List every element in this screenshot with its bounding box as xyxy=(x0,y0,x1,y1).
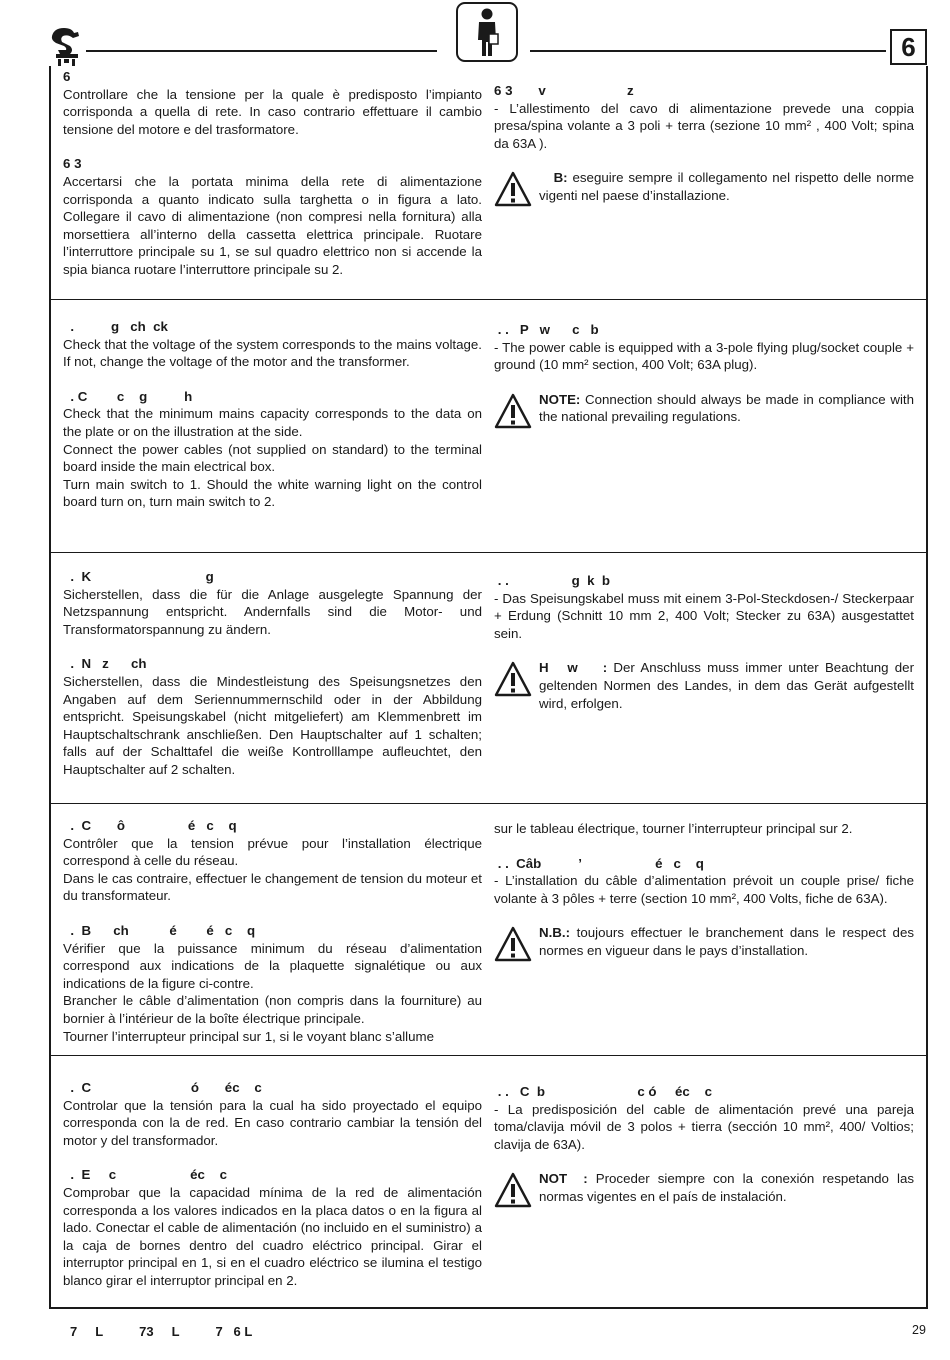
frame-left xyxy=(49,66,51,1308)
manufacturer-logo xyxy=(48,24,84,66)
subsection-heading: . B ch é é c q xyxy=(63,922,256,938)
body-paragraph: - L’installation du câble d’alimentation prévoit un couple prise/ fiche volante à 3 pôles + terre (section 10 mm², 400 Volts, fiche de 63A). xyxy=(494,873,914,906)
warning-note xyxy=(494,659,914,712)
spacer xyxy=(494,838,914,855)
frame-bottom xyxy=(49,1307,928,1309)
section-en-right xyxy=(494,321,914,427)
section-es-left xyxy=(63,1079,482,1290)
warning-icon xyxy=(494,661,532,697)
body-paragraph: - La predisposición del cable de alimentación prevé una pareja toma/clavija móvil de 3 polos + tierra (sección 10 mm², 400/ Voltios; clavija de 63A). xyxy=(494,1101,914,1152)
body-paragraph: - Das Speisungskabel muss mit einem 3-Pol-Steckdosen-/ Steckerpaar + Erdung (Schnitt 10 mm 2, 400 Volt; Stecker zu 63A) ausgestattet sein. xyxy=(494,590,914,641)
subsection-heading: . g ch ck xyxy=(63,319,168,334)
header-rule-right xyxy=(530,50,886,52)
body-paragraph: Vérifier que la puissance minimum du réseau d’alimentation correspond aux indications de la plaquette signalétique ou aux indications de la figure ci-contre. xyxy=(63,940,482,991)
spacer xyxy=(494,642,914,659)
logo-icon xyxy=(48,24,84,66)
body-paragraph: sur le tableau électrique, tourner l’interrupteur principal sur 2. xyxy=(494,821,853,836)
subsection-heading: . E c éc c xyxy=(63,1167,228,1183)
subsection-heading: . . C b c ó éc c xyxy=(494,1084,712,1099)
section-fr-right xyxy=(494,820,914,960)
warning-label: NOTE: xyxy=(539,391,581,407)
spacer xyxy=(63,371,482,388)
warning-icon xyxy=(494,1172,532,1208)
subsection-heading: 6 3 v z xyxy=(494,83,634,98)
subsection-heading: . . P w c b xyxy=(494,322,599,337)
warning-label: N.B.: xyxy=(539,925,571,941)
warning-text: Der Anschluss muss immer unter Beachtung der geltenden Normen des Landes, in dem das Gerät aufgestellt wird, erfolgen. xyxy=(539,660,914,711)
section-de-right xyxy=(494,572,914,712)
body-paragraph: Dans le cas contraire, effectuer le changement de tension du moteur et du transformateur. xyxy=(63,870,482,904)
header-rule-left xyxy=(86,50,437,52)
body-paragraph: Tourner l’interrupteur principal sur 1, si le voyant blanc s’allume xyxy=(63,1028,435,1044)
spacer xyxy=(63,638,482,655)
body-paragraph: Sicherstellen, dass die Mindestleistung des Speisungsnetzes den Angaben auf dem Seriennummernschild oder in der Abbildung entspricht. Speisungskabel (nicht mitgeliefert) am Klemmenbrett im Hauptschaltschrank anschließen. Den Hauptschalter auf 1 schalten; falls auf der Schalttafel die weiße Kontrolllampe aufleuchtet, den Hauptschalter auf 2 schalten. xyxy=(63,673,482,777)
section-it-right xyxy=(494,82,914,205)
warning-note xyxy=(494,391,914,427)
subsection-heading: . C ô é c q xyxy=(63,818,237,833)
person-icon xyxy=(458,4,516,60)
warning-icon xyxy=(494,171,532,207)
warning-note xyxy=(494,1170,914,1206)
warning-text: eseguire sempre il collegamento nel rispetto delle norme vigenti nel paese d’installazione. xyxy=(539,170,915,203)
warning-note xyxy=(494,924,914,960)
operator-icon-box xyxy=(456,2,518,62)
body-paragraph: Check that the minimum mains capacity corresponds to the data on the plate or on the illustration at the side. xyxy=(63,406,482,439)
body-paragraph: - The power cable is equipped with a 3-pole flying plug/socket couple + ground (10 mm² section, 400 Volt; 63A plug). xyxy=(494,339,914,373)
body-paragraph: - L’allestimento del cavo di alimentazione prevede una coppia presa/spina volante a 3 poli + terra (sezione 10 mm² , 400 Volt; spina da 63A ). xyxy=(494,100,914,151)
body-paragraph: Sicherstellen, dass die für die Anlage ausgelegte Spannung der Netzspannung entspricht. Andernfalls sind die Motor- und Transformatorspannung zu ändern. xyxy=(63,586,482,637)
spacer xyxy=(494,374,914,391)
section-number: 6 xyxy=(890,29,927,65)
section-de-left xyxy=(63,568,482,779)
spacer xyxy=(63,1149,482,1166)
warning-icon xyxy=(494,926,532,962)
body-paragraph: Turn main switch to 1. Should the white warning light on the control board turn on, turn main switch to 2. xyxy=(63,476,482,510)
section-divider xyxy=(50,1055,927,1056)
subsection-heading: . . Câb ’ é c q xyxy=(494,855,704,871)
warning-icon xyxy=(494,393,532,429)
warning-label: NOT : xyxy=(539,1171,588,1187)
spacer xyxy=(494,152,914,169)
body-paragraph: Controllare che la tensione per la quale è predisposto l’impianto corrisponda a quella di rete. In caso contrario effettuare il cambio tensione del motore e del trasformatore. xyxy=(63,86,482,137)
warning-note xyxy=(494,169,914,205)
subsection-heading: . C ó éc c xyxy=(63,1080,262,1095)
warning-text: toujours effectuer le branchement dans le respect des normes en vigueur dans le pays d’installation. xyxy=(539,925,914,958)
subsection-heading: 6 3 xyxy=(63,156,82,172)
section-divider xyxy=(50,803,927,804)
spacer xyxy=(63,138,482,155)
section-it-left xyxy=(63,68,482,279)
body-paragraph: Brancher le câble d’alimentation (non compris dans la fourniture) au bornier à l’intérieur de la boîte électrique principale. xyxy=(63,993,482,1026)
warning-text: Proceder siempre con la conexión respetando las normas vigentes en el país de instalación. xyxy=(539,1171,914,1204)
subsection-heading: 6 xyxy=(63,69,71,84)
frame-right xyxy=(926,66,928,1308)
body-paragraph: Check that the voltage of the system corresponds to the mains voltage. If not, change the voltage of the motor and the transformer. xyxy=(63,336,482,370)
warning-label: H w : xyxy=(539,660,608,676)
warning-label: B: xyxy=(539,170,568,186)
section-en-left xyxy=(63,318,482,511)
spacer xyxy=(494,1153,914,1170)
body-paragraph: Connect the power cables (not supplied on standard) to the terminal board inside the main electrical box. xyxy=(63,441,482,475)
subsection-heading: . C c g h xyxy=(63,388,193,404)
body-paragraph: Comprobar que la capacidad mínima de la red de alimentación corresponda a los valores indicados en la placa datos o en la figura al lado. Conectar el cable de alimentación (no incluido en el suministro) a la caja de bornes dentro del cuadro eléctrico principal. Girar el interruptor principal en 1, si en el cuadro eléctrico se ilumina el testigo blanco girar el interruptor principal en 2. xyxy=(63,1184,482,1288)
spacer xyxy=(494,907,914,924)
warning-text: Connection should always be made in compliance with the national prevailing regulations. xyxy=(539,391,914,425)
spacer xyxy=(63,905,482,922)
subsection-heading: . K g xyxy=(63,569,214,584)
page-number: 29 xyxy=(912,1323,926,1337)
section-fr-left xyxy=(63,817,482,1045)
body-paragraph: Accertarsi che la portata minima della rete di alimentazione corrisponda a quanto indicato sulla targhetta o in figura a lato. Collegare il cavo di alimentazione (non compresi nella fornitura) alla morsettiera all’interno della cassetta elettrica principale. Ruotare l’interruttore principale su 1, se sul quadro elettrico non si accende la spia bianca ruotare l’interruttore principale su 2. xyxy=(63,173,482,277)
body-paragraph: Contrôler que la tension prévue pour l’installation électrique correspond à celle du réseau. xyxy=(63,835,482,869)
section-es-right xyxy=(494,1083,914,1206)
section-divider xyxy=(50,552,927,553)
section-divider xyxy=(50,299,927,300)
body-paragraph: Controlar que la tensión para la cual ha sido proyectado el equipo corresponda con la de red. En caso contrario cambiar la tensión del motor y del transformador. xyxy=(63,1097,482,1148)
footer-models: 7 L 73 L 7 6 L xyxy=(70,1324,253,1339)
subsection-heading: . N z ch xyxy=(63,656,147,672)
subsection-heading: . . g k b xyxy=(494,573,610,588)
